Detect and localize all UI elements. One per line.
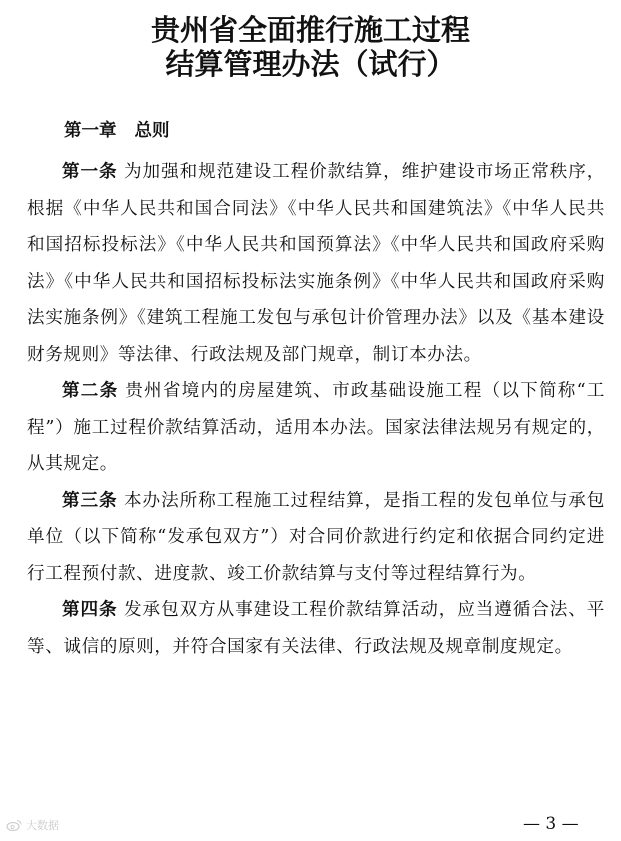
article-2-label: 第二条 bbox=[62, 380, 119, 401]
chapter-name: 总则 bbox=[134, 121, 170, 141]
article-1-text: 为加强和规范建设工程价款结算，维护建设市场正常秩序，根据《中华人民共和国合同法》《中华人民共和国建筑法》《中华人民共和国招标投标法》《中华人民共和国预算法》《中华人民共和国政府采购法》《中华人民共和国招标投标法实施条例》《中华人民共和国政府采购法实施条例》《建筑工程施工发包与承包计价管理办法》以及《基本建设财务规则》等法律、行政法规及部门规章，制订本办法。 bbox=[27, 162, 605, 365]
article-3-label: 第三条 bbox=[62, 489, 118, 511]
document-title-line-1: 贵州省全面推行施工过程 bbox=[150, 13, 470, 47]
article-3 bbox=[27, 483, 605, 593]
chapter-label: 第一章 bbox=[64, 121, 117, 141]
article-2-text: 贵州省境内的房屋建筑、市政基础设施工程（以下简称“工程”）施工过程价款结算活动，适用本办法。国家法律法规另有规定的，从其规定。 bbox=[27, 381, 605, 474]
document-body bbox=[27, 154, 605, 665]
article-1-label: 第一条 bbox=[62, 161, 118, 182]
weibo-logo-icon bbox=[6, 819, 22, 831]
chapter-heading bbox=[64, 117, 170, 145]
article-4-label: 第四条 bbox=[62, 599, 118, 620]
article-3-text: 本办法所称工程施工过程结算，是指工程的发包单位与承包单位（以下简称“发承包双方”）对合同价款进行约定和依据合同约定进行工程预付款、进度款、竣工价款结算与支付等过程结算行为。 bbox=[27, 490, 605, 584]
article-4-text: 发承包双方从事建设工程价款结算活动，应当遵循合法、平等、诚信的原则，并符合国家有关法律、行政法规及规章制度规定。 bbox=[27, 600, 605, 657]
article-1 bbox=[27, 154, 605, 373]
page-number: — 3 — bbox=[523, 814, 579, 834]
document-title-line-2: 结算管理办法（试行） bbox=[165, 47, 456, 81]
article-4 bbox=[27, 592, 605, 665]
watermark-text: 大数据 bbox=[26, 819, 59, 832]
watermark bbox=[6, 817, 59, 833]
article-2 bbox=[27, 373, 605, 483]
